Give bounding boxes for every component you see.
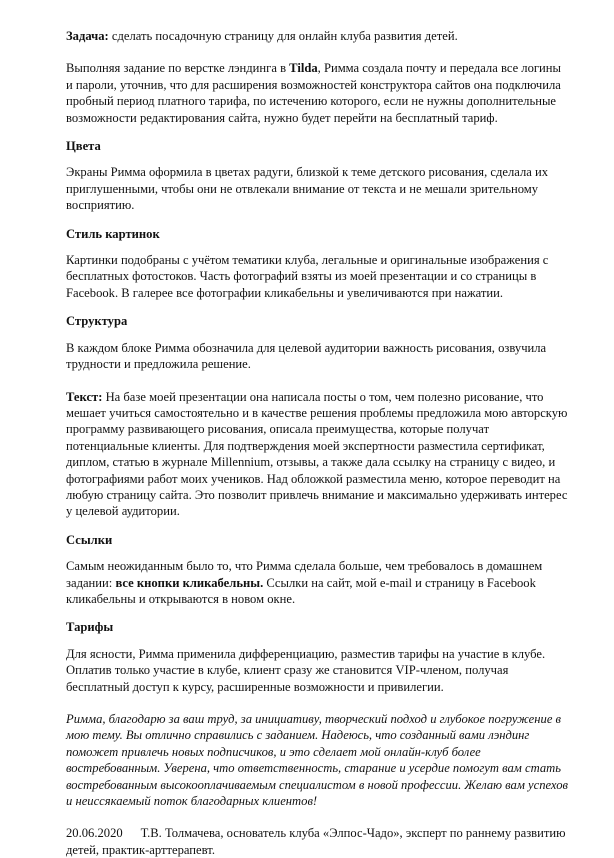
intro-text-pre: Выполняя задание по верстке лэндинга в — [66, 61, 290, 76]
links-text-post: Ссылки на сайт, мой e-mail и страницу в Facebook кликабельны и открываются в новом окне. — [66, 575, 536, 606]
intro-text-post: , Римма создала почту и передала все логины и пароли, уточнив, что для расширения возможностей конструктора сайтов она подключила пробный период платного тарифа, по истечению которого, если не нужны дополнительные возможности редактирования сайта, нужно будет перейти на бесплатный тариф. — [66, 61, 561, 125]
task-text: сделать посадочную страницу для онлайн клуба развития детей. — [108, 29, 458, 43]
links-paragraph — [66, 558, 570, 607]
colors-heading: Цвета — [66, 139, 101, 154]
links-text-pre: Самым неожиданным было то, что Римма сделала больше, чем требовалось в домашнем задании: — [66, 559, 543, 590]
text-label: Текст: — [66, 389, 103, 404]
tariffs-heading: Тарифы — [66, 620, 114, 635]
text-paragraph — [66, 389, 570, 520]
intro-brand: Tilda — [289, 61, 318, 76]
colors-paragraph: Экраны Римма оформила в цветах радуги, близкой к теме детского рисования, сделала их приглушенными, чтобы они не отвлекали внимание от текста и не мешали зрительному восприятию. — [66, 165, 549, 213]
signature-paragraph — [66, 825, 570, 858]
signature-date: 20.06.2020 — [66, 826, 123, 841]
structure-paragraph: В каждом блоке Римма обозначила для целевой аудитории важность рисования, озвучила трудности и предложила решение. — [66, 340, 547, 372]
signature-text: Т.В. Толмачева, основатель клуба «Элпос-Чадо», эксперт по раннему развитию детей, практик-арттерапевт. — [66, 826, 566, 857]
links-text-bold: все кнопки кликабельны. — [115, 575, 264, 590]
tariffs-paragraph: Для ясности, Римма применила дифференциацию, разместив тарифы на участие в клубе. Оплатив только участие в клубе, клиент сразу же становится VIP-членом, получая бесплатный доступ к курсу, расширенные возможности и привилегии. — [66, 646, 546, 694]
task-label: Задача: — [66, 29, 109, 43]
images-heading: Стиль картинок — [66, 226, 160, 241]
thanks-paragraph: Римма, благодарю за ваш труд, за инициативу, творческий подход и глубокое погружение в мою тему. Вы отлично справились с заданием. Надеюсь, что созданный вами лэндинг поможет привлечь новых подписчиков, и это сделает мой онлайн-клуб более востребованным. Уверена, что ответственность, старание и усердие помогут вам стать востребованным высокооплачиваемым специалистом в новой профессии. Желаю вам успехов и неиссякаемый поток благодарных клиентов! — [66, 712, 568, 809]
intro-paragraph — [66, 60, 570, 126]
images-paragraph: Картинки подобраны с учётом тематики клуба, легальные и оригинальные изображения с бесплатных фотостоков. Часть фотографий взяты из моей презентации и со страницы в Facebook. В галерее все фотографии кликабельны и увеличиваются при нажатии. — [66, 253, 549, 300]
text-body: На базе моей презентации она написала посты о том, чем полезно рисование, что мешает учиться самостоятельно и в качестве решения проблемы предложила мою авторскую программу развивающего рисования, описала преимущества, которые получат потенциальные клиенты. Для подтверждения моей экспертности разместила сертификат, диплом, статью в журнале Millennium, отзывы, а также дала ссылку на страницу с видео, и фотографиями работ моих учеников. Над обложкой разместила меню, которое переводит на любую страницу сайта. Это позволит привлечь внимание и максимально удерживать интерес у целевой аудитории. — [66, 389, 568, 519]
structure-heading: Структура — [66, 314, 128, 329]
task-paragraph — [66, 28, 570, 44]
links-heading: Ссылки — [66, 532, 113, 547]
